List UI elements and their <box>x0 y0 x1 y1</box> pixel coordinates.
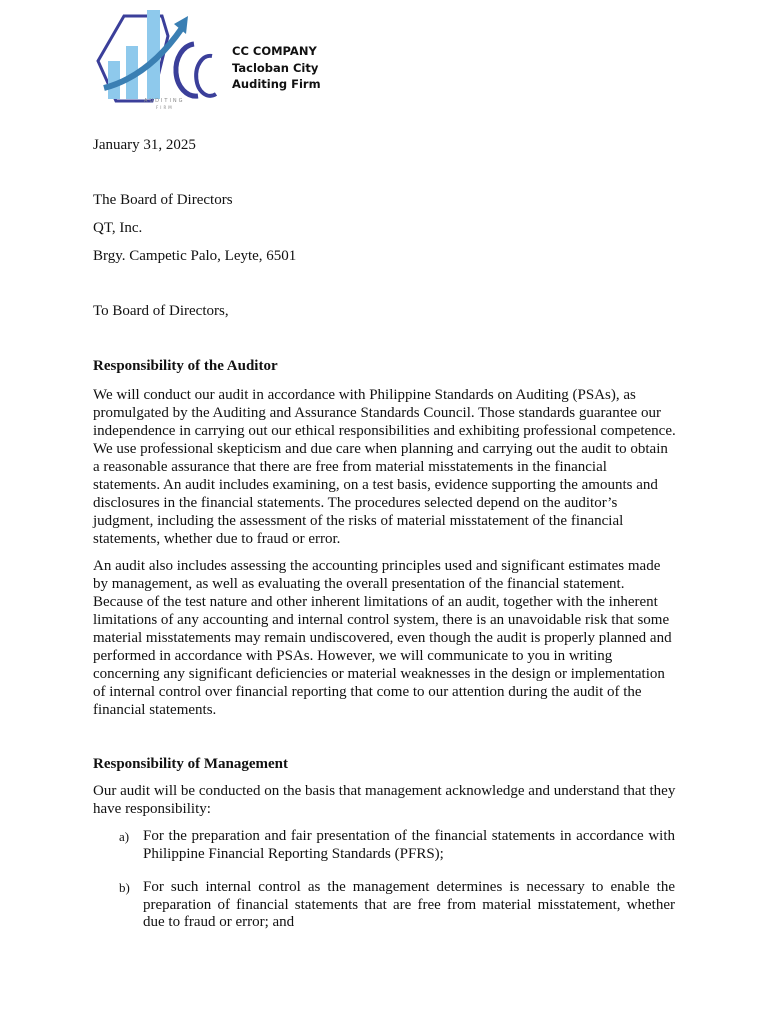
recipient-line-2: QT, Inc. <box>93 220 143 236</box>
list-marker: b) <box>119 880 130 895</box>
list-text: For such internal control as the management determines is necessary to enable the preparation of financial statements that are free from material misstatement, whether due to fraud or error; and <box>143 879 675 930</box>
list-text: For the preparation and fair presentation of the financial statements in accordance with Philippine Financial Reporting Standards (PFRS); <box>143 828 675 862</box>
letter-date: January 31, 2025 <box>93 137 196 153</box>
recipient-line-1: The Board of Directors <box>93 192 233 208</box>
salutation: To Board of Directors, <box>93 303 229 319</box>
company-type: Auditing Firm <box>232 77 321 91</box>
management-paragraph: Our audit will be conducted on the basis that management acknowledge and understand that they have responsibility: <box>93 783 676 817</box>
section-heading-auditor: Responsibility of the Auditor <box>93 358 278 374</box>
auditor-paragraph-1: We will conduct our audit in accordance with Philippine Standards on Auditing (PSAs), as promulgated by the Auditing and Assurance Standards Council. Those standards guarantee our independence in carrying out our ethical responsibilities and exhibiting professional competence. We use professional skepticism and due care when planning and carrying out the audit to obtain a reasonable assurance that there are free from material misstatements in the financial statements. An audit includes examining, on a test basis, evidence supporting the amounts and disclosures in the financial statements. The procedures selected depend on the auditor’s judgment, including the assessment of the risks of material misstatement of the financial statements, whether due to fraud or error. <box>93 387 676 547</box>
company-name: CC COMPANY <box>232 44 317 58</box>
svg-text:AUDITING: AUDITING <box>144 98 185 104</box>
company-logo <box>94 6 224 112</box>
section-heading-management: Responsibility of Management <box>93 756 288 772</box>
auditor-paragraph-2: An audit also includes assessing the accounting principles used and significant estimates made by management, as well as evaluating the overall presentation of the financial statement. Because of the test nature and other inherent limitations of an audit, together with the inherent limitations of any accounting and internal control system, there is an unavoidable risk that some material misstatements may remain undiscovered, even though the audit is properly planned and performed in accordance with PSAs. However, we will communicate to you in writing concerning any significant deficiencies or material weaknesses in the design or implementation of internal control over financial reporting that come to our attention during the audit of the financial statements. <box>93 558 672 718</box>
company-info <box>232 43 321 93</box>
list-item <box>119 828 675 863</box>
company-city: Tacloban City <box>232 60 319 75</box>
svg-text:FIRM: FIRM <box>156 105 174 110</box>
list-marker: a) <box>119 829 130 844</box>
list-item <box>119 879 675 932</box>
recipient-line-3: Brgy. Campetic Palo, Leyte, 6501 <box>93 248 297 264</box>
